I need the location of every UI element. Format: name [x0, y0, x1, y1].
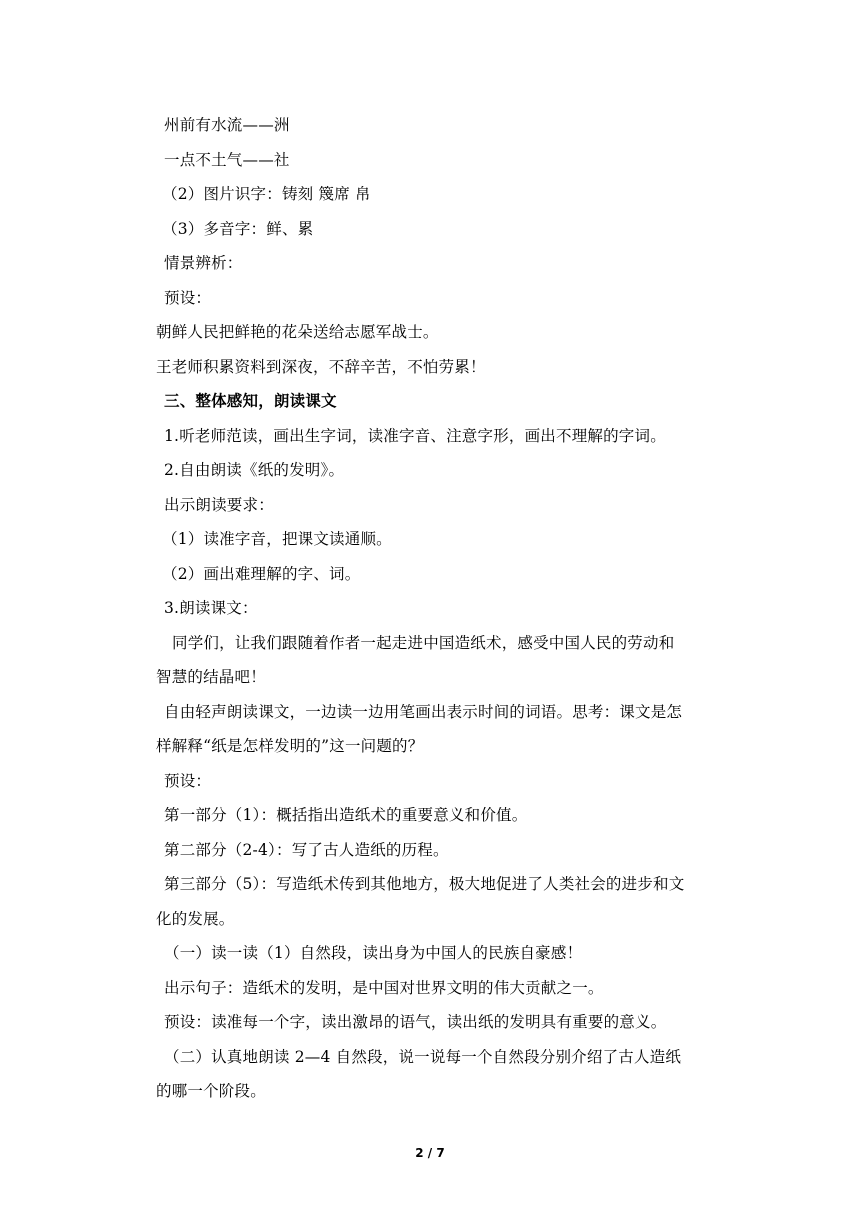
- task-paragraph-line-1: 自由轻声朗读课文，一边读一边用笔画出表示时间的词语。思考：课文是怎: [164, 702, 683, 721]
- reading-task-2-line-2: 的哪一个阶段。: [156, 1082, 266, 1100]
- preset-label: 预设：: [164, 288, 212, 307]
- polyphonic-characters: （3）多音字：鲜、累: [162, 219, 314, 238]
- example-sentence-1: 朝鲜人民把鲜艳的花朵送给志愿军战士。: [156, 323, 439, 341]
- preset-label-2: 预设：: [164, 771, 212, 790]
- reading-task-2-line-1: （二）认真地朗读 2—4 自然段，说一说每一个自然段分别介绍了古人造纸: [164, 1047, 682, 1066]
- shown-sentence: 出示句子：造纸术的发明，是中国对世界文明的伟大贡献之一。: [164, 978, 604, 997]
- step-3: 3.朗读课文：: [164, 599, 258, 617]
- intro-paragraph-line-2: 智慧的结晶吧！: [156, 668, 266, 686]
- page-body: [156, 108, 724, 1109]
- riddle-she: 一点不土气——社: [164, 150, 290, 169]
- part-2: 第二部分（2-4）：写了古人造纸的历程。: [164, 840, 449, 859]
- section-heading-3: 三、整体感知，朗读课文: [164, 391, 337, 410]
- requirement-2: （2）画出难理解的字、词。: [162, 564, 361, 583]
- preset-reading-guidance: 预设：读准每一个字，读出激昂的语气，读出纸的发明具有重要的意义。: [164, 1013, 667, 1031]
- part-3-line-2: 化的发展。: [156, 909, 235, 928]
- part-3-line-1: 第三部分（5）：写造纸术传到其他地方，极大地促进了人类社会的进步和文: [164, 875, 685, 893]
- page-number: 2 / 7: [415, 1146, 445, 1160]
- riddle-zhou: 州前有水流——洲: [164, 116, 290, 134]
- step-1: 1.听老师范读，画出生字词，读准字音、注意字形，画出不理解的字词。: [164, 426, 666, 445]
- task-paragraph-line-2: 样解释“纸是怎样发明的”这一问题的？: [156, 737, 424, 755]
- example-sentence-2: 王老师积累资料到深夜，不辞辛苦，不怕劳累！: [156, 357, 486, 376]
- intro-paragraph-line-1: 同学们，让我们跟随着作者一起走进中国造纸术，感受中国人民的劳动和: [172, 633, 675, 652]
- step-2: 2.自由朗读《纸的发明》。: [164, 461, 345, 479]
- picture-literacy: （2）图片识字：铸刻 篾席 帛: [162, 185, 371, 203]
- scenario-analysis-heading: 情景辨析：: [164, 254, 243, 272]
- part-1: 第一部分（1）：概括指出造纸术的重要意义和价值。: [164, 806, 528, 824]
- reading-requirements-heading: 出示朗读要求：: [164, 495, 274, 514]
- requirement-1: （1）读准字音，把课文读通顺。: [162, 530, 392, 548]
- reading-task-1: （一）读一读（1）自然段，读出身为中国人的民族自豪感！: [164, 944, 583, 962]
